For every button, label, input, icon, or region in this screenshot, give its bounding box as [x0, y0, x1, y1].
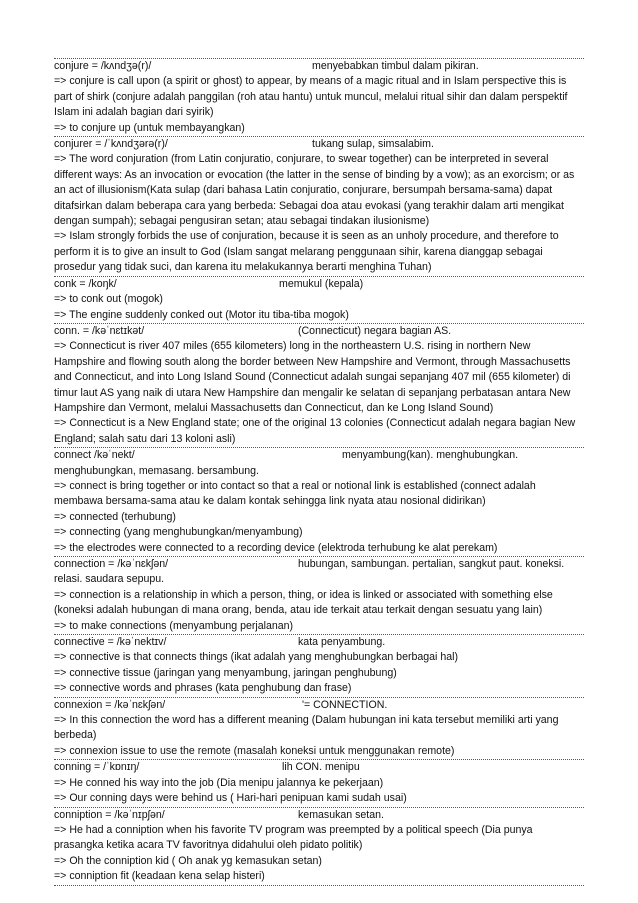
entry-line: => He conned his way into the job (Dia menipu jalannya ke pekerjaan) — [54, 776, 384, 789]
entry-line: => connect is bring together or into contact so that a real or notional link is established (connect adalah membawa bersama-sama atau ke dalam kontak sehingga link nyata atau nosional didirikan) — [54, 479, 536, 508]
entry-headline — [54, 760, 584, 775]
entry-term: conning = /ˈkɒnɪŋ/ — [54, 761, 140, 774]
entry-line: => The word conjuration (from Latin conjuratio, conjurare, to swear together) can be interpreted in several different ways: As an invocation or evocation (the latter in the sense of binding by a vow); as an exorcism; or as an act of illusionism(Kata sulap (dari bahasa Latin conjuratio, conjurare, bersumpah bersama-sama) dapat ditafsirkan dalam beberapa cara yang berbeda: Sebagai doa atau evokasi (yang terakhir dalam arti mengikat dengan sumpah); sebagai pengusiran setan; atau sebagai tindakan ilusionisme) — [54, 153, 575, 228]
entry-term: connection = /kəˈnɛkʃən/ — [54, 558, 169, 570]
entry-line: => He had a conniption when his favorite TV program was preempted by a political speech (Dia punya prasangka ketika acara TV favoritnya didahului oleh pidato politik) — [54, 823, 533, 852]
entry-term: conn. = /kəˈnɛtɪkət/ — [54, 324, 145, 337]
entry-line: => In this connection the word has a different meaning (Dalam hubungan ini kata tersebut memiliki arti yang berbeda) — [54, 714, 559, 742]
entry-line: => Connecticut is a New England state; one of the original 13 colonies (Connecticut adalah negara bagian New England; salah satu dari 13 koloni asli) — [54, 417, 576, 445]
entry-line: => The engine suddenly conked out (Motor itu tiba-tiba mogok) — [54, 308, 349, 321]
entry-line: => to conk out (mogok) — [54, 293, 163, 306]
entry-line: => conniption fit (keadaan kena selap histeri) — [54, 870, 265, 883]
dictionary-entry — [54, 136, 584, 276]
entry-headline — [54, 635, 584, 650]
entry-term: connexion = /kəˈnɛkʃən/ — [54, 698, 166, 711]
entry-line: => connected (terhubung) — [54, 510, 176, 523]
entry-term: conk = /koŋk/ — [54, 277, 117, 290]
entry-headline — [54, 59, 584, 74]
entry-meaning: kemasukan setan. — [298, 808, 384, 821]
entry-meaning: lih CON. menipu — [282, 761, 360, 774]
entry-headline — [54, 698, 584, 713]
dictionary-entry — [54, 447, 584, 556]
dictionary-entry — [54, 697, 584, 760]
entry-meaning: memukul (kepala) — [279, 277, 364, 290]
entry-line: => connection is a relationship in which a person, thing, or idea is linked or associated with something else (koneksi adalah hubungan di mana orang, benda, atau ide terkait atau terkait dengan sesuatu yang lain) — [54, 588, 553, 617]
dictionary-entry — [54, 276, 584, 323]
entry-line: => Oh the conniption kid ( Oh anak yg kemasukan setan) — [54, 854, 322, 867]
dictionary-entry — [54, 58, 584, 136]
entry-term: connect /kəˈnekt/ — [54, 449, 135, 462]
entry-headline — [54, 137, 584, 152]
entry-meaning: hubungan, sambungan. pertalian, sangkut paut. koneksi. — [298, 558, 565, 570]
entry-line: => to conjure up (untuk membayangkan) — [54, 121, 245, 134]
entry-line: => to make connections (menyambung perjalanan) — [54, 619, 294, 632]
entry-headline — [54, 808, 584, 823]
entry-line: => connective tissue (jaringan yang menyambung, jaringan penghubung) — [54, 666, 397, 679]
entry-line: => connective is that connects things (ikat adalah yang menghubungkan berbagai hal) — [54, 651, 459, 664]
entry-headline — [54, 277, 584, 292]
entry-term: conjure = /kʌndʒə(r)/ — [54, 60, 152, 72]
entry-meaning: menyebabkan timbul dalam pikiran. — [312, 60, 479, 72]
entry-meaning: (Connecticut) negara bagian AS. — [298, 324, 452, 337]
entry-headline — [54, 448, 584, 463]
dictionary-entry — [54, 556, 584, 634]
entry-term: conniption = /kəˈnɪpʃən/ — [54, 808, 165, 821]
entry-headline — [54, 324, 584, 339]
entry-meaning: menyambung(kan). menghubungkan. — [342, 449, 519, 462]
dictionary-entry — [54, 807, 584, 886]
entry-line: => conjure is call upon (a spirit or ghost) to appear, by means of a magic ritual and in Islam perspective this is part of shirk (conjure adalah panggilan (roh atau hantu) untuk muncul, melalui ritual sihir dan dalam perspektif Islam ini adalah bagian dari syirik) — [54, 75, 568, 119]
dictionary-entry — [54, 323, 584, 447]
entry-line: => the electrodes were connected to a recording device (elektroda terhubung ke alat perekam) — [54, 541, 498, 554]
entry-line: => connexion issue to use the remote (masalah koneksi untuk menggunakan remote) — [54, 744, 455, 757]
entry-term: connective = /kəˈnektɪv/ — [54, 636, 167, 649]
entry-meaning: '= CONNECTION. — [302, 698, 388, 711]
entry-headline — [54, 557, 584, 572]
dictionary-entry — [54, 759, 584, 806]
entry-line: => Islam strongly forbids the use of conjuration, because it is seen as an unholy procedure, and therefore to perform it is to give an insult to God (Islam sangat melarang penggunaan sihir, karena dianggap sebagai prosedur yang tidak suci, dan karena itu melakukannya berarti menghina Tuhan) — [54, 230, 559, 274]
entry-line: => connective words and phrases (kata penghubung dan frase) — [54, 682, 352, 695]
entry-meaning: kata penyambung. — [298, 636, 386, 649]
dictionary-entry — [54, 634, 584, 697]
entry-term: conjurer = /ˈkʌndʒərə(r)/ — [54, 138, 168, 151]
entry-line: => Connecticut is river 407 miles (655 kilometers) long in the northeastern U.S. rising in northern New Hampshire and flowing south along the border between New Hampshire and Vermont, through Massachusetts and Connecticut, and into Long Island Sound (Connecticut adalah sungai sepanjang 407 mil (655 kilometer) di timur laut AS yang naik di utara New Hampshire dan mengalir ke selatan di sepanjang perbatasan antara New Hampshire dan Vermont, melalui Massachusetts dan Connecticut, dan ke Long Island Sound) — [54, 340, 571, 414]
entry-line: menghubungkan, memasang. bersambung. — [54, 464, 259, 477]
entry-line: => connecting (yang menghubungkan/menyambung) — [54, 526, 303, 539]
entry-meaning: tukang sulap, simsalabim. — [312, 138, 434, 151]
entry-line: relasi. saudara sepupu. — [54, 573, 165, 586]
entry-line: => Our conning days were behind us ( Hari-hari penipuan kami sudah usai) — [54, 792, 407, 805]
dictionary-page — [54, 58, 584, 886]
